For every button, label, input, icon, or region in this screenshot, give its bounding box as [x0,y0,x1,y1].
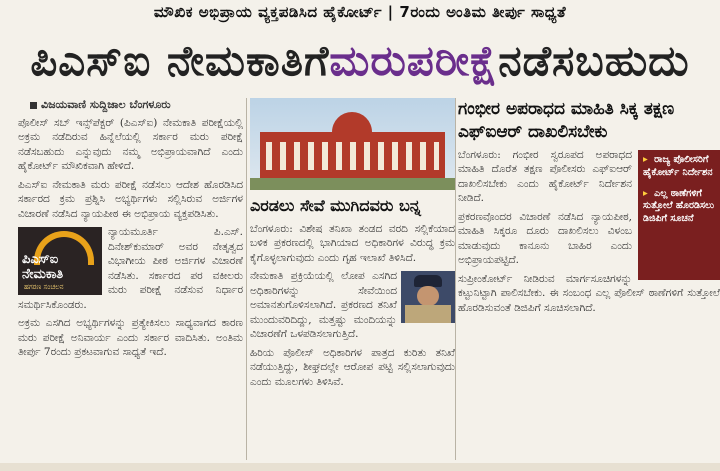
right-column [458,98,720,463]
article-paragraph: ನೇಮಕಾತಿ ಪ್ರಕ್ರಿಯೆಯಲ್ಲಿ ಲೋಪ ಎಸಗಿದ ಅಧಿಕಾರಿಗಳನ್ನು ಸೇವೆಯಿಂದ ಅಮಾನತುಗೊಳಿಸಲಾಗಿದೆ. ಪ್ರಕರಣದ ತನಿಖೆ ಮುಂದುವರಿದಿದ್ದು, ಮತ್ತಷ್ಟು ಮಂದಿಯನ್ನು ವಿಚಾರಣೆಗೆ ಒಳಪಡಿಸಲಾಗುತ್ತಿದೆ. [250,270,397,341]
lawn [250,178,455,190]
article-paragraph: ಪೊಲೀಸ್ ಸಬ್ ಇನ್ಸ್‌ಪೆಕ್ಟರ್ (ಪಿಎಸ್‌ಐ) ನೇಮಕಾತಿ ಪರೀಕ್ಷೆಯಲ್ಲಿ ಅಕ್ರಮ ನಡೆದಿರುವ ಹಿನ್ನೆಲೆಯಲ್ಲಿ ಸರ್ಕಾರ ಮರು ಪರೀಕ್ಷೆ ನಡೆಸಬಹುದು ಎನ್ನುವುದು ನಮ್ಮ ಅಭಿಪ್ರಾಯವಾಗಿದೆ ಎಂದು ಹೈಕೋರ್ಟ್ ಮೌಖಿಕವಾಗಿ ಹೇಳಿದೆ. [18,117,243,173]
middle-body [250,222,455,393]
sidebar-item-text: ಎಲ್ಲ ಠಾಣೆಗಳಿಗೆ ಸುತ್ತೋಲೆ ಹೊರಡಿಸಲು ಡಿಜಿಪಿಗೆ ಸೂಚನೆ [643,187,715,225]
sidebar-box [638,150,720,280]
triangle-bullet-icon: ▸ [643,153,648,165]
article-paragraph: ಪ್ರಕರಣವೊಂದರ ವಿಚಾರಣೆ ನಡೆಸಿದ ನ್ಯಾಯಪೀಠ, ಮಾಹಿತಿ ಸಿಕ್ಕರೂ ದೂರು ದಾಖಲಿಸಲು ವಿಳಂಬ ಮಾಡುವುದು ಕಾನೂನು ಬಾಹಿರ ಎಂದು ಅಭಿಪ್ರಾಯಪಟ್ಟಿದೆ. [458,210,632,267]
column-divider [455,98,456,460]
sidebar-item-text: ರಾಜ್ಯ ಪೊಲೀಸರಿಗೆ ಹೈಕೋರ್ಟ್ ನಿರ್ದೇಶನ [643,153,713,178]
bullet-square-icon [30,102,37,109]
article-paragraph: ಬೆಂಗಳೂರು: ವಿಶೇಷ ತನಿಖಾ ತಂಡದ ವರದಿ ಸಲ್ಲಿಕೆಯಾದ ಬಳಿಕ ಪ್ರಕರಣದಲ್ಲಿ ಭಾಗಿಯಾದ ಅಧಿಕಾರಿಗಳ ವಿರುದ್ಧ ಕ್ರಮ ಕೈಗೊಳ್ಳಲಾಗುವುದು ಎಂದು ಗೃಹ ಇಲಾಖೆ ತಿಳಿಸಿದೆ. [250,223,455,264]
article-paragraph: ಅಕ್ರಮ ಎಸಗಿದ ಅಭ್ಯರ್ಥಿಗಳನ್ನು ಪ್ರತ್ಯೇಕಿಸಲು ಸಾಧ್ಯವಾಗದ ಕಾರಣ ಮರು ಪರೀಕ್ಷೆ ಅನಿವಾರ್ಯ ಎಂದು ಸರ್ಕಾರ ವಾದಿಸಿತು. ಅಂತಿಮ ತೀರ್ಪು 7ರಂದು ಪ್ರಕಟವಾಗುವ ಸಾಧ್ಯತೆ ಇದೆ. [18,317,243,359]
article-paragraph: ಬೆಂಗಳೂರು: ಗಂಭೀರ ಸ್ವರೂಪದ ಅಪರಾಧದ ಮಾಹಿತಿ ದೊರೆತ ತಕ್ಷಣ ಪೊಲೀಸರು ಎಫ್‌ಐಆರ್ ದಾಖಲಿಸಬೇಕು ಎಂದು ಹೈಕೋರ್ಟ್ ನಿರ್ದೇಶನ ನೀಡಿದೆ. [458,148,632,205]
bottom-banner [0,463,720,471]
officer-photo [401,271,455,323]
officer-face [417,286,439,306]
logo-subtitle: ಹಗರಣ ಸಂಚಲನ [24,283,64,292]
main-headline [0,26,720,96]
deck-line: ಮೌಖಿಕ ಅಭಿಪ್ರಾಯ ವ್ಯಕ್ತಪಡಿಸಿದ ಹೈಕೋರ್ಟ್ | 7ರಂದು ಅಂತಿಮ ತೀರ್ಪು ಸಾಧ್ಯತೆ [153,3,567,21]
officer-uniform [405,305,451,323]
left-column [18,98,243,463]
sidebar-item [643,154,715,180]
building-windows [266,142,439,170]
article-paragraph: ಸುಪ್ರೀಂಕೋರ್ಟ್ ನೀಡಿರುವ ಮಾರ್ಗಸೂಚಿಗಳನ್ನು ಕಟ್ಟುನಿಟ್ಟಾಗಿ ಪಾಲಿಸಬೇಕು. ಈ ಸಂಬಂಧ ಎಲ್ಲ ಪೊಲೀಸ್ ಠಾಣೆಗಳಿಗೆ ಸುತ್ತೋಲೆ ಹೊರಡಿಸುವಂತೆ ಡಿಜಿಪಿಗೆ ಸೂಚಿಸಲಾಗಿದೆ. [458,272,720,314]
article-paragraph: ಪಿಎಸ್‌ಐ ನೇಮಕಾತಿ ಮರು ಪರೀಕ್ಷೆ ನಡೆಸಲು ಆದೇಶ ಹೊರಡಿಸಿದ ಸರ್ಕಾರದ ಕ್ರಮ ಪ್ರಶ್ನಿಸಿ ಅಭ್ಯರ್ಥಿಗಳು ಸಲ್ಲಿಸಿರುವ ಅರ್ಜಿಗಳ ವಿಚಾರಣೆ ನಡೆಸಿದ ನ್ಯಾಯಪೀಠ ಈ ಅಭಿಪ್ರಾಯ ವ್ಯಕ್ತಪಡಿಸಿತು. [18,178,243,220]
right-headline: ಗಂಭೀರ ಅಪರಾಧದ ಮಾಹಿತಿ ಸಿಕ್ಕ ತಕ್ಷಣ ಎಫ್‌ಐಆರ್ ದಾಖಲಿಸಬೇಕು [458,99,675,142]
middle-column [250,98,455,463]
psi-scam-logo [18,227,102,295]
article-paragraph: ಹಿರಿಯ ಪೊಲೀಸ್ ಅಧಿಕಾರಿಗಳ ಪಾತ್ರದ ಕುರಿತು ತನಿಖೆ ನಡೆಯುತ್ತಿದ್ದು, ಶೀಘ್ರದಲ್ಲೇ ಆರೋಪ ಪಟ್ಟಿ ಸಲ್ಲಿಸಲಾಗುವುದು ಎಂದು ಮೂಲಗಳು ತಿಳಿಸಿವೆ. [250,346,455,388]
headline-part1: ಪಿಎಸ್‌ಐ ನೇಮಕಾತಿಗೆ [30,36,330,85]
headline-accent: ಮರುಪರೀಕ್ಷೆ [329,36,499,85]
column-divider [246,98,247,460]
byline-text: ವಿಜಯವಾಣಿ ಸುದ್ದಿಜಾಲ ಬೆಂಗಳೂರು [41,98,171,111]
middle-headline: ಎರಡಲು ಸೇವೆ ಮುಗಿದವರು ಬನ್ನ [250,196,421,215]
high-court-photo [250,98,455,190]
sidebar-item [643,188,715,226]
article-paragraph: ನ್ಯಾಯಮೂರ್ತಿ ಪಿ.ಎಸ್. ದಿನೇಶ್‌ಕುಮಾರ್ ಅವರ ನೇತೃತ್ವದ ವಿಭಾಗೀಯ ಪೀಠ ಅರ್ಜಿಗಳ ವಿಚಾರಣೆ ನಡೆಸಿತು. ಸರ್ಕಾರದ ಪರ ವಕೀಲರು ಮರು ಪರೀಕ್ಷೆ ನಡೆಸುವ ನಿರ್ಧಾರ ಸಮರ್ಥಿಸಿಕೊಂಡರು. [18,226,243,311]
triangle-bullet-icon: ▸ [643,187,648,199]
headline-part3: ನಡೆಸಬಹುದು [498,36,690,85]
logo-title: ಪಿಎಸ್‌ಐ ನೇಮಕಾತಿ [22,252,64,282]
byline [30,98,243,112]
